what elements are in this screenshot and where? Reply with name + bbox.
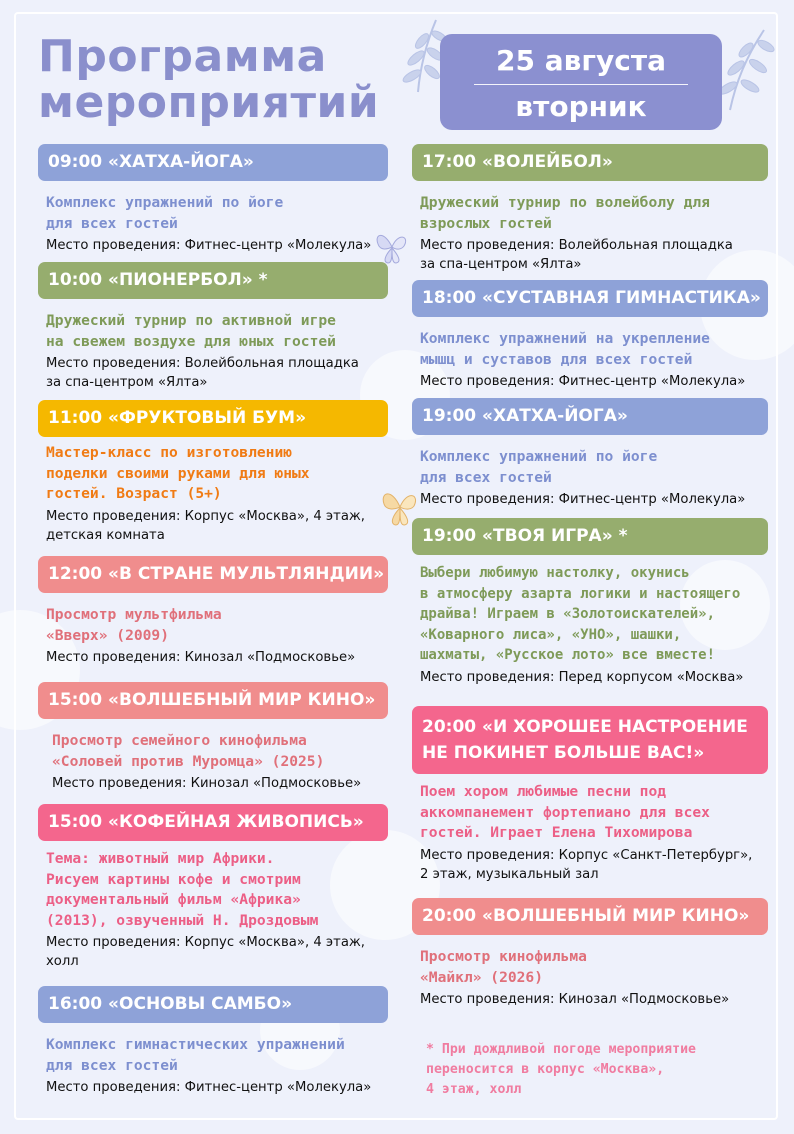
- butterfly-icon: [380, 486, 420, 528]
- date-weekday: вторник: [515, 90, 647, 123]
- event-description: Тема: животный мир Африки. Рисуем картины кофе и смотрим документальный фильм «Африка» (2013), озвученный Н. Дроздовым: [46, 850, 319, 929]
- event-place: Место проведения: Фитнес-центр «Молекула»: [46, 238, 372, 253]
- event-description: Комплекс упражнений по йоге для всех гостей: [420, 448, 658, 486]
- event-card: [412, 706, 768, 884]
- event-header: 19:00 «ТВОЯ ИГРА» *: [412, 518, 768, 555]
- title-line-1: Программа: [38, 31, 327, 82]
- event-header: 15:00 «ВОЛШЕБНЫЙ МИР КИНО»: [38, 682, 388, 719]
- event-header: 20:00 «ВОЛШЕБНЫЙ МИР КИНО»: [412, 898, 768, 935]
- event-card: [412, 280, 768, 391]
- date-badge: [440, 34, 722, 130]
- event-card: [38, 986, 388, 1097]
- event-header: 15:00 «КОФЕЙНАЯ ЖИВОПИСЬ»: [38, 804, 388, 841]
- event-card: [38, 262, 388, 392]
- event-header: 12:00 «В СТРАНЕ МУЛЬТЛЯНДИИ»: [38, 556, 388, 593]
- event-card: [38, 144, 388, 255]
- event-place: Место проведения: Корпус «Санкт-Петербург», 2 этаж, музыкальный зал: [420, 847, 753, 882]
- event-card: [412, 898, 768, 1009]
- event-description: Просмотр мультфильма «Вверх» (2009): [46, 606, 222, 644]
- event-place: Место проведения: Фитнес-центр «Молекула»: [420, 492, 746, 507]
- event-place: Место проведения: Кинозал «Подмосковье»: [420, 992, 730, 1007]
- event-description: Просмотр кинофильма «Майкл» (2026): [420, 948, 587, 986]
- event-place: Место проведения: Перед корпусом «Москва»: [420, 669, 744, 685]
- event-description: Комплекс упражнений на укрепление мышц и суставов для всех гостей: [420, 330, 710, 368]
- event-description: Поем хором любимые песни под аккомпанемент фортепиано для всех гостей. Играет Елена Тихомирова: [420, 783, 710, 841]
- event-description: Мастер-класс по изготовлению поделки своими руками для юных гостей. Возраст (5+): [46, 444, 310, 502]
- event-description: Комплекс гимнастических упражнений для всех гостей: [46, 1036, 345, 1074]
- event-card: [38, 682, 388, 793]
- event-card: [38, 400, 388, 545]
- event-card: [412, 518, 768, 687]
- event-header: 20:00 «И ХОРОШЕЕ НАСТРОЕНИЕ НЕ ПОКИНЕТ БОЛЬШЕ ВАС!»: [412, 706, 768, 774]
- event-place: Место проведения: Волейбольная площадка за спа-центром «Ялта»: [420, 238, 733, 272]
- page-title: [38, 31, 380, 128]
- event-place: Место проведения: Кинозал «Подмосковье»: [52, 776, 362, 791]
- event-description: Просмотр семейного кинофильма «Соловей против Муромца» (2025): [52, 732, 325, 770]
- event-header: 10:00 «ПИОНЕРБОЛ» *: [38, 262, 388, 299]
- event-card: [412, 144, 768, 274]
- leaf-branch-icon: [378, 14, 448, 94]
- butterfly-icon: [374, 228, 410, 266]
- event-header: 18:00 «СУСТАВНАЯ ГИМНАСТИКА»: [412, 280, 768, 317]
- event-header: 16:00 «ОСНОВЫ САМБО»: [38, 986, 388, 1023]
- event-header: 11:00 «ФРУКТОВЫЙ БУМ»: [38, 400, 388, 437]
- event-place: Место проведения: Волейбольная площадка за спа-центром «Ялта»: [46, 356, 359, 390]
- event-place: Место проведения: Фитнес-центр «Молекула»: [46, 1080, 372, 1095]
- date-divider: [474, 84, 688, 85]
- footnote: * При дождливой погоде мероприятие переносится в корпус «Москва», 4 этаж, холл: [426, 1042, 696, 1097]
- event-description: Дружеский турнир по волейболу для взрослых гостей: [420, 194, 710, 232]
- event-place: Место проведения: Корпус «Москва», 4 этаж, детская комната: [46, 508, 365, 543]
- title-line-2: мероприятий: [38, 77, 380, 128]
- event-header: 09:00 «ХАТХА-ЙОГА»: [38, 144, 388, 181]
- event-description: Дружеский турнир по активной игре на свежем воздухе для юных гостей: [46, 312, 336, 350]
- date-day: 25 августа: [496, 44, 666, 77]
- event-card: [38, 556, 388, 667]
- event-card: [412, 398, 768, 509]
- leaf-branch-icon: [716, 22, 786, 112]
- event-card: [38, 804, 388, 971]
- event-place: Место проведения: Фитнес-центр «Молекула»: [420, 374, 746, 389]
- event-description: Комплекс упражнений по йоге для всех гостей: [46, 194, 284, 232]
- event-description: Выбери любимую настолку, окунись в атмосферу азарта логики и настоящего драйва! Играем в «Золотоискателей», «Коварного лиса», «УНО», шашки, шахматы, «Русское лото» все вместе!: [420, 565, 741, 663]
- event-place: Место проведения: Корпус «Москва», 4 этаж, холл: [46, 935, 365, 969]
- event-place: Место проведения: Кинозал «Подмосковье»: [46, 650, 356, 665]
- event-header: 17:00 «ВОЛЕЙБОЛ»: [412, 144, 768, 181]
- event-header: 19:00 «ХАТХА-ЙОГА»: [412, 398, 768, 435]
